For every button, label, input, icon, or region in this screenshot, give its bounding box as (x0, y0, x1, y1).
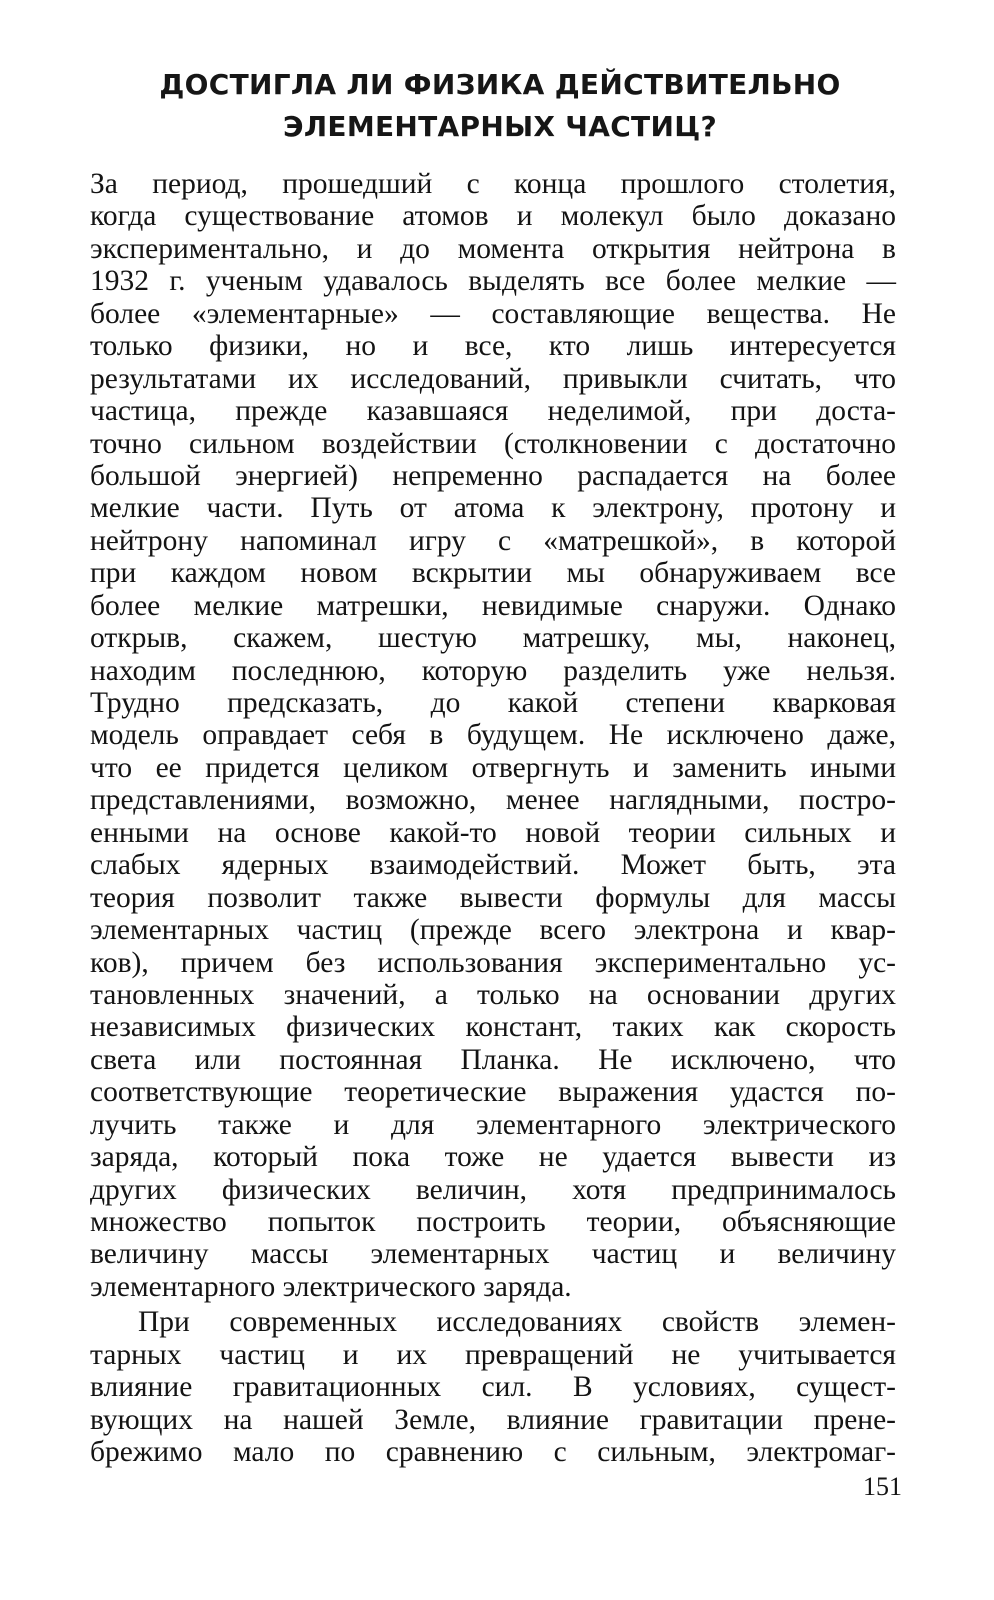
paragraph-1 (90, 168, 896, 1303)
text-line: света или постоянная Планка. Не исключено, что (90, 1043, 896, 1076)
text-line: величину массы элементарных частиц и величину (90, 1238, 896, 1271)
text-line: ков), причем без использования экспериментально ус- (90, 946, 896, 979)
text-line: открыв, скажем, шестую матрешку, мы, наконец, (90, 622, 896, 655)
chapter-title-line-2: ЭЛЕМЕНТАРНЫХ ЧАСТИЦ? (282, 110, 718, 143)
text-line: мелкие части. Путь от атома к электрону, протону и (90, 492, 896, 525)
text-line: только физики, но и все, кто лишь интересуется (90, 330, 896, 363)
text-line: элементарных частиц (прежде всего электрона и квар- (90, 914, 896, 947)
text-line: более «элементарные» — составляющие вещества. Не (90, 297, 896, 330)
text-line: когда существование атомов и молекул было доказано (90, 200, 896, 233)
text-line: тарных частиц и их превращений не учитывается (90, 1338, 896, 1371)
text-line: слабых ядерных взаимодействий. Может быть, эта (90, 849, 896, 882)
text-line: соответствующие теоретические выражения удастся по- (90, 1076, 896, 1109)
text-line: брежимо мало по сравнению с сильным, электромаг- (90, 1436, 896, 1469)
text-line: частица, прежде казавшаяся неделимой, при доста- (90, 395, 896, 428)
text-line: экспериментально, и до момента открытия нейтрона в (90, 232, 896, 265)
text-line: модель оправдает себя в будущем. Не исключено даже, (90, 719, 896, 752)
text-line: независимых физических констант, таких как скорость (90, 1011, 896, 1044)
text-line: большой энергией) непременно распадается на более (90, 459, 896, 492)
text-line: результатами их исследований, привыкли считать, что (90, 362, 896, 395)
text-line: За период, прошедший с конца прошлого столетия, (90, 168, 896, 200)
text-line: вующих на нашей Земле, влияние гравитации прене- (90, 1403, 896, 1436)
text-line: лучить также и для элементарного электрического (90, 1108, 896, 1141)
text-line: при каждом новом вскрытии мы обнаруживаем все (90, 557, 896, 590)
text-line: Трудно предсказать, до какой степени кварковая (90, 687, 896, 719)
text-line: элементарного электрического заряда. (90, 1270, 572, 1303)
text-line: представлениями, возможно, менее наглядными, постро- (90, 784, 896, 817)
text-line: теория позволит также вывести формулы для массы (90, 881, 896, 914)
text-line: 1932 г. ученым удавалось выделять все более мелкие — (90, 265, 896, 298)
text-line: точно сильном воздействии (столкновении с достаточно (90, 427, 896, 460)
text-line: более мелкие матрешки, невидимые снаружи. Однако (90, 589, 896, 622)
text-line: влияние гравитационных сил. В условиях, сущест- (90, 1371, 896, 1404)
text-line: енными на основе какой-то новой теории сильных и (90, 816, 896, 849)
text-line: тановленных значений, а только на основании других (90, 978, 896, 1011)
text-line: заряда, который пока тоже не удается вывести из (90, 1141, 896, 1174)
text-line: других физических величин, хотя предпринималось (90, 1173, 896, 1206)
page-number: 151 (863, 1472, 902, 1501)
body-text (90, 168, 896, 1469)
text-line: что ее придется целиком отвергнуть и заменить иными (90, 751, 896, 784)
text-line: множество попыток построить теории, объясняющие (90, 1206, 896, 1238)
text-line: При современных исследованиях свойств элемен- (138, 1306, 896, 1339)
paragraph-2 (90, 1306, 896, 1468)
text-line: находим последнюю, которую разделить уже нельзя. (90, 654, 896, 687)
text-line: нейтрону напоминал игру с «матрешкой», в которой (90, 524, 896, 557)
chapter-title (150, 64, 850, 148)
chapter-title-line-1: ДОСТИГЛА ЛИ ФИЗИКА ДЕЙСТВИТЕЛЬНО (159, 68, 841, 101)
